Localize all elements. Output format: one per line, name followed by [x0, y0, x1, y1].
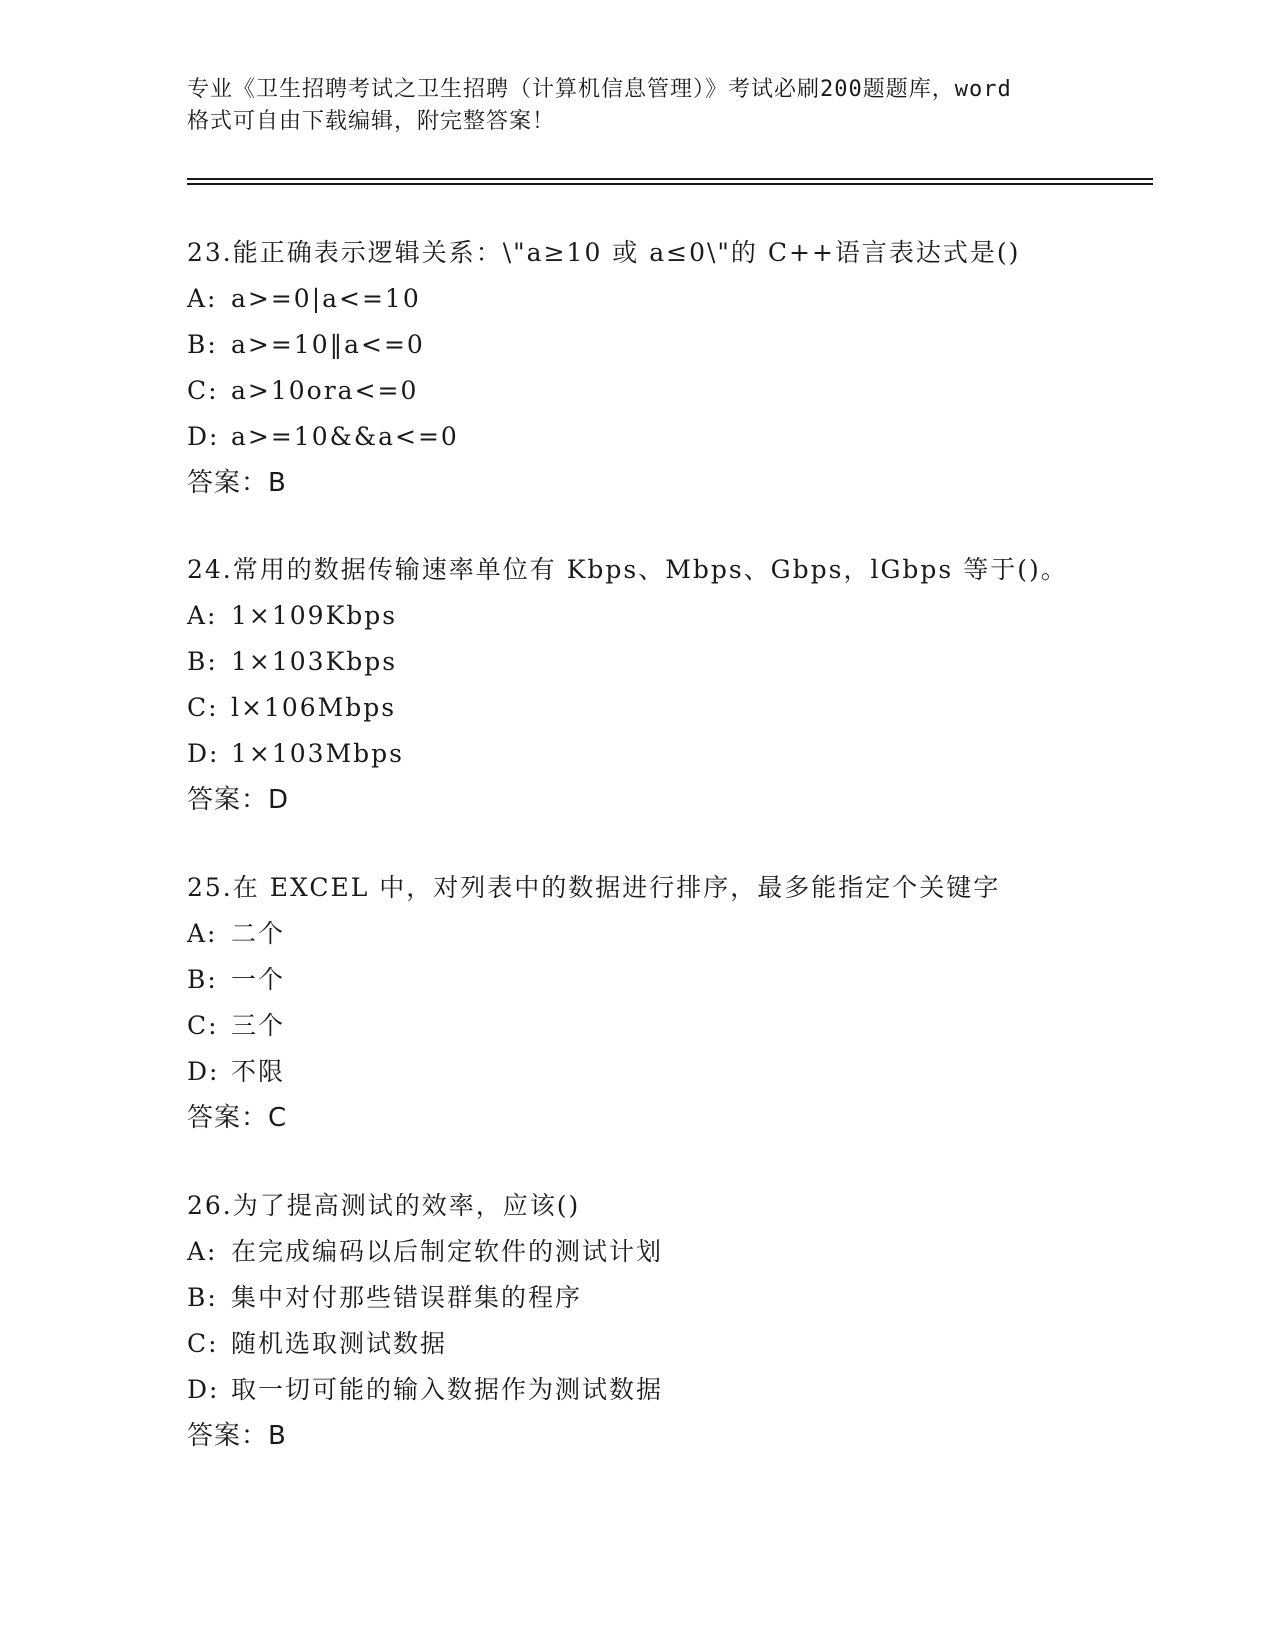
question-title: 23.能正确表示逻辑关系：\"a≥10 或 a≤0\"的 C++语言表达式是(): [187, 238, 1021, 267]
question-title: 25.在 EXCEL 中，对列表中的数据进行排序，最多能指定个关键字: [187, 873, 1001, 902]
option-key: C:: [187, 1011, 219, 1040]
option-key: B:: [187, 965, 218, 994]
option-text: a>=10&&a<=0: [231, 422, 459, 451]
option-key: B:: [187, 647, 218, 676]
option-d: [187, 731, 1147, 777]
option-key: D:: [187, 1057, 220, 1086]
option-c: [187, 685, 1147, 731]
option-text: l×106Mbps: [231, 693, 397, 722]
option-text: 1×103Kbps: [231, 647, 398, 676]
option-text: 1×109Kbps: [231, 601, 398, 630]
header-line-1: 专业《卫生招聘考试之卫生招聘（计算机信息管理）》考试必刷200题题库，word: [187, 77, 1012, 102]
question-23: [187, 230, 1147, 506]
option-text: 取一切可能的输入数据作为测试数据: [231, 1375, 664, 1404]
option-b: [187, 957, 1147, 1003]
option-key: A:: [187, 601, 218, 630]
option-a: [187, 276, 1147, 322]
option-a: [187, 911, 1147, 957]
option-text: 二个: [231, 919, 286, 948]
option-d: [187, 414, 1147, 460]
document-header: [187, 74, 1087, 138]
question-title: 24.常用的数据传输速率单位有 Kbps、Mbps、Gbps，lGbps 等于()。: [187, 555, 1068, 584]
option-text: 不限: [231, 1057, 286, 1086]
option-text: 三个: [231, 1011, 286, 1040]
option-text: 集中对付那些错误群集的程序: [231, 1283, 583, 1312]
answer-line: 答案：D: [187, 785, 290, 815]
option-text: 一个: [231, 965, 286, 994]
option-key: D:: [187, 739, 220, 768]
option-a: [187, 1229, 1147, 1275]
header-line-2: 格式可自由下载编辑，附完整答案！: [187, 109, 556, 134]
option-key: C:: [187, 1329, 219, 1358]
option-key: D:: [187, 422, 220, 451]
option-b: [187, 1275, 1147, 1321]
option-text: a>=10‖a<=0: [231, 330, 425, 359]
option-text: a>10ora<=0: [231, 376, 419, 405]
option-c: [187, 1003, 1147, 1049]
question-25: [187, 865, 1147, 1141]
question-title: 26.为了提高测试的效率，应该(): [187, 1191, 581, 1220]
option-key: A:: [187, 919, 218, 948]
question-24: [187, 547, 1147, 823]
option-d: [187, 1049, 1147, 1095]
header-divider-top: [187, 178, 1153, 180]
option-key: A:: [187, 284, 218, 313]
option-c: [187, 368, 1147, 414]
option-c: [187, 1321, 1147, 1367]
option-text: 在完成编码以后制定软件的测试计划: [231, 1237, 664, 1266]
option-key: A:: [187, 1237, 218, 1266]
option-key: B:: [187, 1283, 218, 1312]
option-d: [187, 1367, 1147, 1413]
answer-line: 答案：B: [187, 1421, 287, 1451]
answer-line: 答案：C: [187, 1103, 288, 1133]
option-b: [187, 322, 1147, 368]
option-text: 1×103Mbps: [231, 739, 405, 768]
question-26: [187, 1183, 1147, 1459]
option-key: C:: [187, 693, 219, 722]
option-text: 随机选取测试数据: [231, 1329, 448, 1358]
option-key: B:: [187, 330, 218, 359]
option-text: a>=0|a<=10: [231, 284, 421, 313]
option-key: D:: [187, 1375, 220, 1404]
option-b: [187, 639, 1147, 685]
header-divider-bottom: [187, 183, 1153, 185]
answer-line: 答案：B: [187, 468, 287, 498]
option-a: [187, 593, 1147, 639]
option-key: C:: [187, 376, 219, 405]
